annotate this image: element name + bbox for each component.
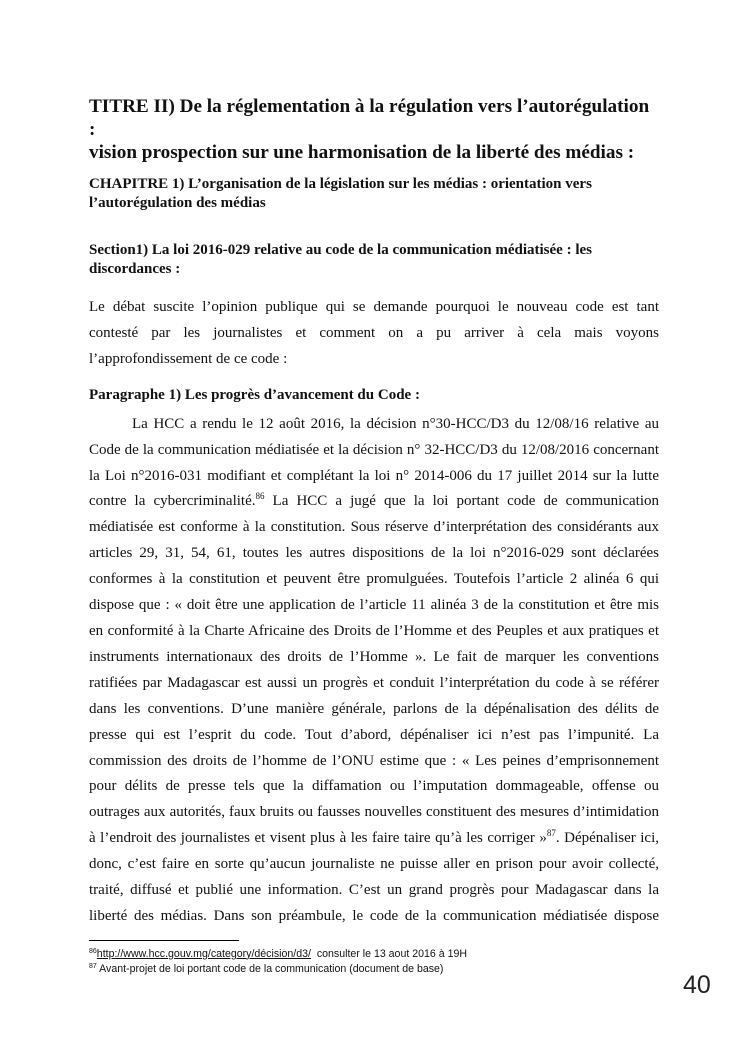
text-line: en conformité à la Charte Africaine des Droits de l’Homme et des Peuples et aux pratiques et <box>89 622 659 639</box>
footnote-86 <box>89 947 659 962</box>
titre-heading <box>89 95 659 164</box>
text-line: médiatisée est conforme à la constitution. Sous réserve d’interprétation des considérants aux <box>89 519 659 536</box>
body-paragraph <box>89 412 659 930</box>
footnote-text: Avant-projet de loi portant code de la communication (document de base) <box>96 962 444 975</box>
text-line: contesté par les journalistes et comment on a pu arriver à cela mais voyons <box>89 324 659 341</box>
text-line: donc, c’est faire en sorte qu’aucun journaliste ne puisse aller en prison pour avoir collecté, <box>89 856 659 873</box>
titre-line: TITRE II) De la réglementation à la régulation vers l’autorégulation : <box>89 96 650 140</box>
text-line: la Loi n°2016-031 modifiant et complétant la loi n° 2014-006 du 17 juillet 2014 sur la lutte <box>89 467 659 484</box>
text-line: Code de la communication médiatisée et la décision n° 32-HCC/D3 du 12/08/2016 concernant <box>89 441 659 458</box>
footnote-87 <box>89 962 659 977</box>
text-line: articles 29, 31, 54, 61, toutes les autres dispositions de la loi n°2016-029 sont déclarées <box>89 545 659 562</box>
footnote-number: 87 <box>89 962 97 970</box>
section-line: discordances : <box>89 261 181 277</box>
chapitre-heading <box>89 175 659 213</box>
text-line: La HCC a rendu le 12 août 2016, la décision n°30-HCC/D3 du 12/08/16 relative au <box>132 415 659 432</box>
section-line: Section1) La loi 2016-029 relative au code de la communication médiatisée : les <box>89 242 592 258</box>
page-number: 40 <box>683 971 711 999</box>
text-line: traité, diffusé et publié une information. C’est un grand progrès pour Madagascar dans la <box>89 882 659 899</box>
footnote-ref[interactable]: 86 <box>255 491 265 502</box>
footnote-text: consulter le 13 aout 2016 à 19H <box>310 947 468 960</box>
text-line: conformes à la constitution et peuvent être promulguées. Toutefois l’article 2 alinéa 6 qui <box>89 571 659 588</box>
text-line: presse qui est l’esprit du code. Tout d’abord, dépénaliser ici n’est pas l’impunité. La <box>89 726 659 743</box>
text-segment: à l’endroit des journalistes et visent plus à les faire taire qu’à les corriger » <box>89 830 547 847</box>
footnote-link[interactable]: http://www.hcc.gouv.mg/category/décision/d3/ <box>96 947 311 960</box>
footnote-separator <box>89 940 239 941</box>
text-line: l’approfondissement de ce code : <box>89 350 288 367</box>
text-line: dispose que : « doit être une application de l’article 11 alinéa 3 de la constitution et être mis <box>89 597 659 614</box>
intro-paragraph <box>89 295 659 373</box>
text-segment: . Dépénaliser ici, <box>555 830 660 847</box>
paragraphe-heading: Paragraphe 1) Les progrès d’avancement du Code : <box>89 386 420 403</box>
text-line: Le débat suscite l’opinion publique qui se demande pourquoi le nouveau code est tant <box>89 299 659 315</box>
chapitre-line: l’autorégulation des médias <box>89 195 266 211</box>
text-line: pour délits de presse tels que la diffamation ou l’imputation dommageable, offense ou <box>89 778 659 795</box>
text-line: liberté des médias. Dans son préambule, le code de la communication médiatisée dispose <box>89 907 659 924</box>
text-line: dans les conventions. D’une manière générale, parlons de la dépénalisation des délits de <box>89 700 659 717</box>
text-line: commission des droits de l’homme de l’ONU estime que : « Les peines d’emprisonnement <box>89 752 659 769</box>
footnote-ref[interactable]: 87 <box>546 828 556 839</box>
text-segment: contre la cybercriminalité. <box>89 493 256 510</box>
footnote-number: 86 <box>89 947 97 955</box>
text-line: instruments internationaux des droits de l’Homme ». Le fait de marquer les conventions <box>89 648 659 665</box>
text-line <box>89 489 659 515</box>
chapitre-line: CHAPITRE 1) L’organisation de la législation sur les médias : orientation vers <box>89 176 592 192</box>
text-line: outrages aux autorités, faux bruits ou fausses nouvelles constituent des mesures d’intimidation <box>89 804 659 821</box>
text-line <box>89 826 659 852</box>
titre-line: vision prospection sur une harmonisation de la liberté des médias : <box>89 142 635 163</box>
text-line: ratifiées par Madagascar est aussi un progrès et conduit l’interprétation du code à se référer <box>89 674 659 691</box>
text-segment: La HCC a jugé que la loi portant code de communication <box>264 493 659 510</box>
section-heading <box>89 241 659 279</box>
